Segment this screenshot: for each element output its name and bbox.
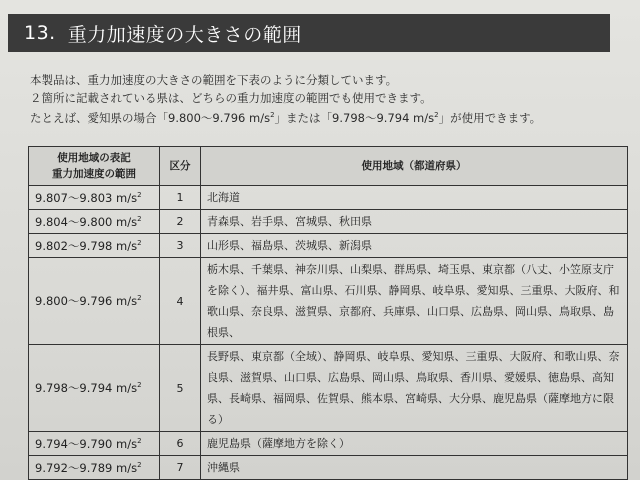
superscript: 2 [137, 294, 142, 303]
table-row [29, 258, 628, 345]
header-range [29, 147, 160, 186]
intro-text [30, 72, 610, 127]
range-value: 9.800～9.796 m/s [35, 294, 138, 308]
range-value: 9.794～9.790 m/s [35, 436, 138, 451]
intro-line-1: 本製品は、重力加速度の大きさの範囲を下表のように分類しています。 [30, 73, 398, 87]
region-cell: 沖縄県 [201, 456, 628, 480]
range-value: 9.807～9.803 m/s [35, 190, 138, 205]
section-number: 13. [24, 22, 56, 44]
section-title: 重力加速度の大きさの範囲 [67, 23, 302, 46]
range-cell [29, 432, 160, 456]
superscript: 2 [137, 460, 142, 469]
region-cell: 長野県、東京都（全域）、静岡県、岐阜県、愛知県、三重県、大阪府、和歌山県、奈良県、滋賀県、山口県、広島県、岡山県、鳥取県、香川県、愛媛県、徳島県、高知県、長崎県、福岡県、佐賀県、熊本県、宮崎県、大分県、鹿児島県（薩摩地方に限る） [201, 345, 628, 432]
table-row [29, 345, 628, 432]
table-row [29, 234, 628, 258]
region-cell: 鹿児島県（薩摩地方を除く） [201, 432, 628, 456]
intro-line-3 [30, 107, 610, 127]
region-cell: 栃木県、千葉県、神奈川県、山梨県、群馬県、埼玉県、東京都（八丈、小笠原支庁を除く）、福井県、富山県、石川県、静岡県、岐阜県、愛知県、三重県、大阪府、和歌山県、奈良県、滋賀県、京都府、兵庫県、山口県、広島県、岡山県、鳥取県、島根県、 [201, 258, 628, 345]
range-value: 9.804～9.800 m/s [35, 214, 138, 229]
range-cell [29, 345, 160, 432]
range-cell [29, 456, 160, 480]
intro-line-3-prefix: たとえば、愛知県の場合「9.800～9.796 m/s [30, 110, 271, 125]
division-cell: 6 [160, 432, 201, 456]
header-region: 使用地域（都道府県） [201, 147, 628, 186]
gravity-range-table [28, 146, 628, 480]
superscript: 2 [137, 214, 142, 223]
region-cell: 山形県、福島県、茨城県、新潟県 [201, 234, 628, 258]
range-cell [29, 258, 160, 345]
header-range-line1: 使用地域の表記 [57, 152, 131, 164]
table-row [29, 456, 628, 480]
range-cell [29, 234, 160, 258]
table-header-row [29, 147, 628, 186]
division-cell: 7 [160, 456, 201, 480]
table-row [29, 432, 628, 456]
range-value: 9.792～9.789 m/s [35, 460, 138, 475]
superscript: 2 [137, 381, 142, 390]
division-cell: 3 [160, 234, 201, 258]
superscript: 2 [434, 111, 439, 119]
header-range-line2: 重力加速度の範囲 [52, 168, 136, 180]
range-cell [29, 210, 160, 234]
range-cell [29, 186, 160, 210]
intro-line-3-suffix: 」が使用できます。 [438, 110, 542, 125]
division-cell: 4 [160, 258, 201, 345]
region-cell: 北海道 [201, 186, 628, 210]
division-cell: 1 [160, 186, 201, 210]
superscript: 2 [270, 111, 275, 119]
superscript: 2 [137, 436, 142, 445]
section-header [8, 14, 610, 52]
region-cell: 青森県、岩手県、宮城県、秋田県 [201, 210, 628, 234]
table-row [29, 210, 628, 234]
range-value: 9.798～9.794 m/s [35, 381, 138, 395]
superscript: 2 [137, 238, 142, 247]
header-division: 区分 [160, 147, 201, 186]
superscript: 2 [137, 190, 142, 199]
table-row [29, 186, 628, 210]
division-cell: 2 [160, 210, 201, 234]
intro-line-2: ２箇所に記載されている県は、どちらの重力加速度の範囲でも使用できます。 [30, 90, 432, 105]
division-cell: 5 [160, 345, 201, 432]
range-value: 9.802～9.798 m/s [35, 238, 138, 253]
intro-line-3-middle: 」または「9.798～9.794 m/s [274, 110, 435, 125]
